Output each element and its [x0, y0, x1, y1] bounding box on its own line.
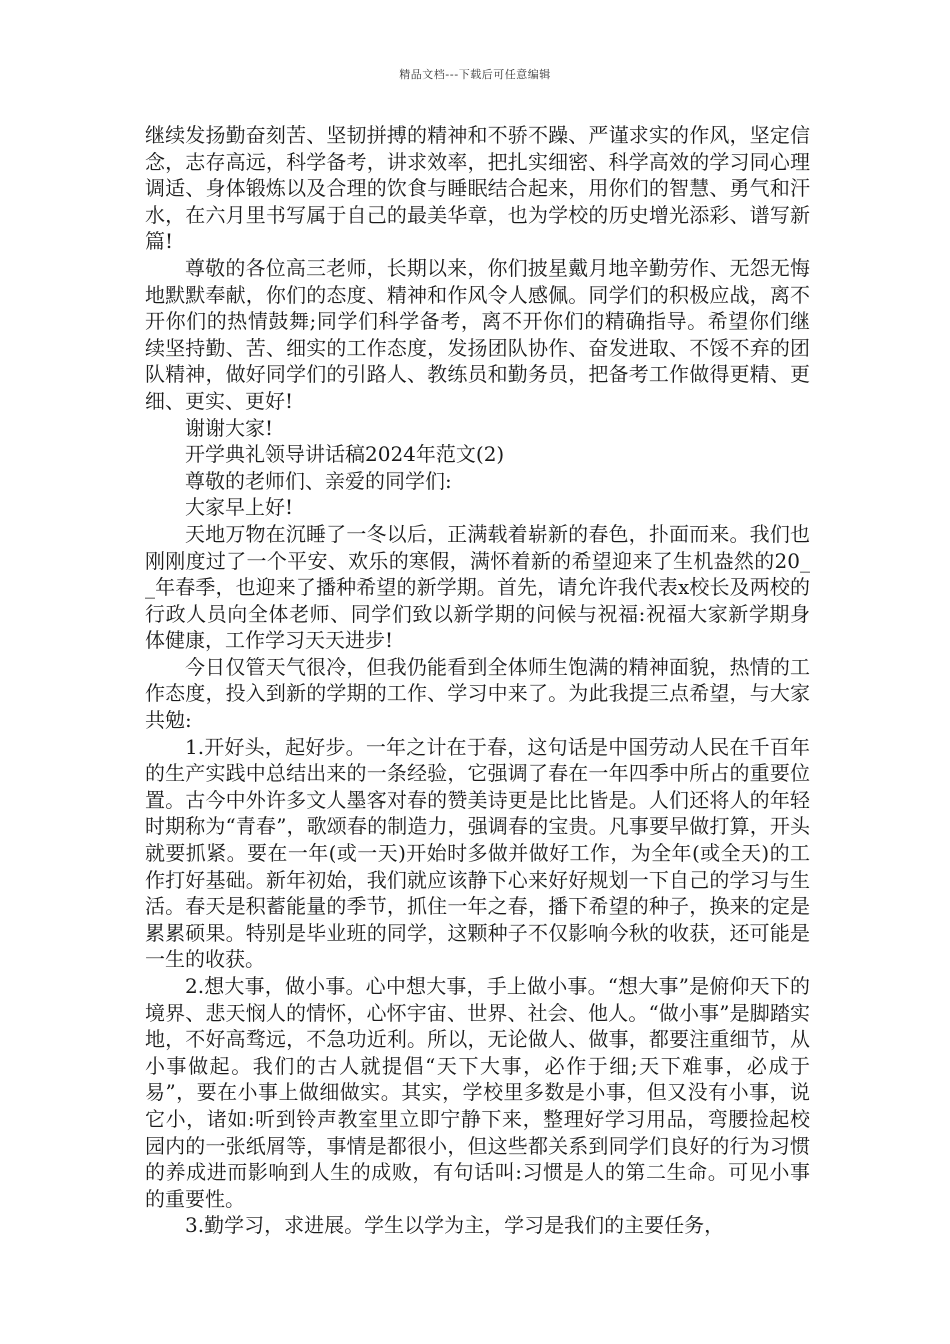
section-title: 开学典礼领导讲话稿2024年范文(2) — [185, 442, 505, 467]
point-3: 3.勤学习，求进展。学生以学为主，学习是我们的主要任务， — [185, 1213, 725, 1238]
greeting: 大家早上好! — [185, 495, 294, 520]
point-2: 2.想大事，做小事。心中想大事，手上做小事。“想大事”是俯仰天下的境界、悲天悯人的情怀，心怀宇宙、世界、社会、他人。“做小事”是脚踏实地，不好高骛远，不急功近利。所以，无论做人、做事，都要注重细节，从小事做起。我们的古人就提倡“天下大事，必作于细;天下难事，必成于易”，要在小事上做细做实。其实，学校里多数是小事，但又没有小事，说它小，诸如:听到铃声教室里立即宁静下来，整理好学习用品，弯腰捡起校园内的一张纸屑等，事情是都很小，但这些都关系到同学们良好的行为习惯的养成进而影响到人生的成败，有句话叫:习惯是人的第二生命。可见小事的重要性。 — [145, 974, 810, 1211]
document-body — [145, 122, 810, 1239]
salutation: 尊敬的老师们、亲爱的同学们: — [185, 468, 452, 493]
paragraph-continuation: 继续发扬勤奋刻苦、坚韧拼搏的精神和不骄不躁、严谨求实的作风，坚定信念，志存高远，科学备考，讲求效率，把扎实细密、科学高效的学习同心理调适、身体锻炼以及合理的饮食与睡眠结合起来，用你们的智慧、勇气和汗水，在六月里书写属于自己的最美华章，也为学校的历史增光添彩、谱写新篇! — [145, 123, 810, 254]
paragraph-hopes: 今日仅管天气很冷，但我仍能看到全体师生饱满的精神面貌，热情的工作态度，投入到新的学期的工作、学习中来了。为此我提三点希望，与大家共勉: — [145, 654, 810, 733]
paragraph-new-term: 天地万物在沉睡了一冬以后，正满载着崭新的春色，扑面而来。我们也刚刚度过了一个平安、欢乐的寒假，满怀着新的希望迎来了生机盎然的20__年春季，也迎来了播种希望的新学期。首先，请允许我代表x校长及两校的行政人员向全体老师、同学们致以新学期的问候与祝福:祝福大家新学期身体健康，工作学习天天进步! — [145, 521, 810, 653]
point-1: 1.开好头，起好步。一年之计在于春，这句话是中国劳动人民在千百年的生产实践中总结出来的一条经验，它强调了春在一年四季中所占的重要位置。古今中外许多文人墨客对春的赞美诗更是比比皆是。人们还将人的年轻时期称为“青春”，歌颂春的制造力，强调春的宝贵。凡事要早做打算，开头就要抓紧。要在一年(或一天)开始时多做并做好工作，为全年(或全天)的工作打好基础。新年初始，我们就应该静下心来好好规划一下自己的学习与生活。春天是积蓄能量的季节，抓住一年之春，播下希望的种子，换来的定是累累硕果。特别是毕业班的同学，这颗种子不仅影响今秋的收获，还可能是一生的收获。 — [145, 734, 810, 972]
paragraph-thanks: 谢谢大家! — [185, 415, 274, 440]
page-header: 精品文档---下载后可任意编辑 — [399, 68, 551, 81]
paragraph-teachers: 尊敬的各位高三老师，长期以来，你们披星戴月地辛勤劳作、无怨无悔地默默奉献，你们的态度、精神和作风令人感佩。同学们的积极应战，离不开你们的热情鼓舞;同学们科学备考，离不开你们的精确指导。希望你们继续坚持勤、苦、细实的工作态度，发扬团队协作、奋发进取、不馁不弃的团队精神，做好同学们的引路人、教练员和勤务员，把备考工作做得更精、更细、更实、更好! — [145, 255, 810, 413]
